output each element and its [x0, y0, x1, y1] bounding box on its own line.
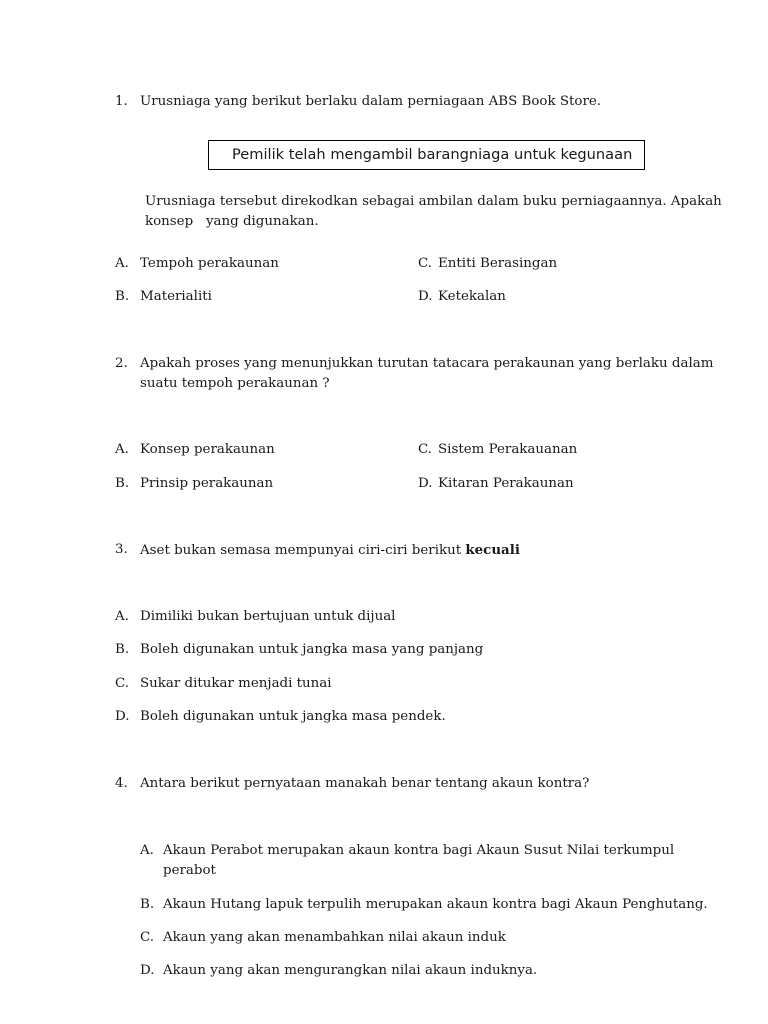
q2-option-a-letter: A. [115, 442, 129, 457]
q2-option-c-letter: C. [418, 442, 433, 457]
question-2-text-line1: Apakah proses yang menunjukkan turutan tatacara perakaunan yang berlaku dalam [140, 356, 714, 371]
q4-option-b-letter: B. [140, 897, 155, 912]
q4-option-a-text-line2: perabot [163, 863, 216, 878]
question-1-box-text: Pemilik telah mengambil barangniaga untuk kegunaan [232, 146, 633, 163]
q4-option-d-text: Akaun yang akan mengurangkan nilai akaun induknya. [163, 963, 538, 978]
q1-option-a-letter: A. [115, 256, 129, 271]
q2-option-b-letter: B. [115, 476, 130, 491]
q3-option-b-letter: B. [115, 642, 130, 657]
q1-option-c-text: Entiti Berasingan [438, 256, 558, 271]
q2-option-b-text: Prinsip perakaunan [140, 476, 274, 491]
q2-option-c-text: Sistem Perakauanan [438, 442, 578, 457]
q3-option-a-text: Dimiliki bukan bertujuan untuk dijual [140, 609, 396, 624]
q3-option-d-text: Boleh digunakan untuk jangka masa pendek. [140, 709, 446, 724]
q3-option-a-letter: A. [115, 609, 129, 624]
q2-option-a-text: Konsep perakaunan [140, 442, 275, 457]
q3-option-c-text: Sukar ditukar menjadi tunai [140, 676, 332, 691]
question-2-number: 2. [115, 356, 128, 371]
question-1-followup-line1: Urusniaga tersebut direkodkan sebagai ambilan dalam buku perniagaannya. Apakah [145, 194, 722, 209]
q1-option-a-text: Tempoh perakaunan [140, 256, 279, 271]
question-1-number: 1. [115, 94, 128, 109]
q4-option-b-text: Akaun Hutang lapuk terpulih merupakan akaun kontra bagi Akaun Penghutang. [163, 897, 708, 912]
q4-option-c-letter: C. [140, 930, 155, 945]
question-3-emphasis: kecuali [465, 542, 520, 558]
q1-option-d-text: Ketekalan [438, 289, 506, 304]
q1-option-c-letter: C. [418, 256, 433, 271]
question-1-followup-line2: konsep yang digunakan. [145, 214, 319, 229]
q4-option-d-letter: D. [140, 963, 155, 978]
q4-option-c-text: Akaun yang akan menambahkan nilai akaun induk [163, 930, 506, 945]
q4-option-a-letter: A. [140, 843, 154, 858]
q2-option-d-letter: D. [418, 476, 433, 491]
question-1-scenario-box [208, 140, 645, 170]
question-3-number: 3. [115, 542, 128, 557]
q4-option-a-text-line1: Akaun Perabot merupakan akaun kontra bagi Akaun Susut Nilai terkumpul [163, 843, 675, 858]
question-3-text-main: Aset bukan semasa mempunyai ciri-ciri berikut [140, 543, 466, 558]
q1-option-b-text: Materialiti [140, 289, 212, 304]
question-4-text: Antara berikut pernyataan manakah benar tentang akaun kontra? [140, 776, 590, 791]
question-3-text [140, 540, 520, 561]
q3-option-d-letter: D. [115, 709, 130, 724]
q1-option-b-letter: B. [115, 289, 130, 304]
question-4-number: 4. [115, 776, 128, 791]
q1-option-d-letter: D. [418, 289, 433, 304]
q3-option-c-letter: C. [115, 676, 130, 691]
question-1-text: Urusniaga yang berikut berlaku dalam perniagaan ABS Book Store. [140, 94, 602, 109]
question-2-text-line2: suatu tempoh perakaunan ? [140, 376, 330, 391]
q2-option-d-text: Kitaran Perakaunan [438, 476, 574, 491]
q3-option-b-text: Boleh digunakan untuk jangka masa yang panjang [140, 642, 484, 657]
